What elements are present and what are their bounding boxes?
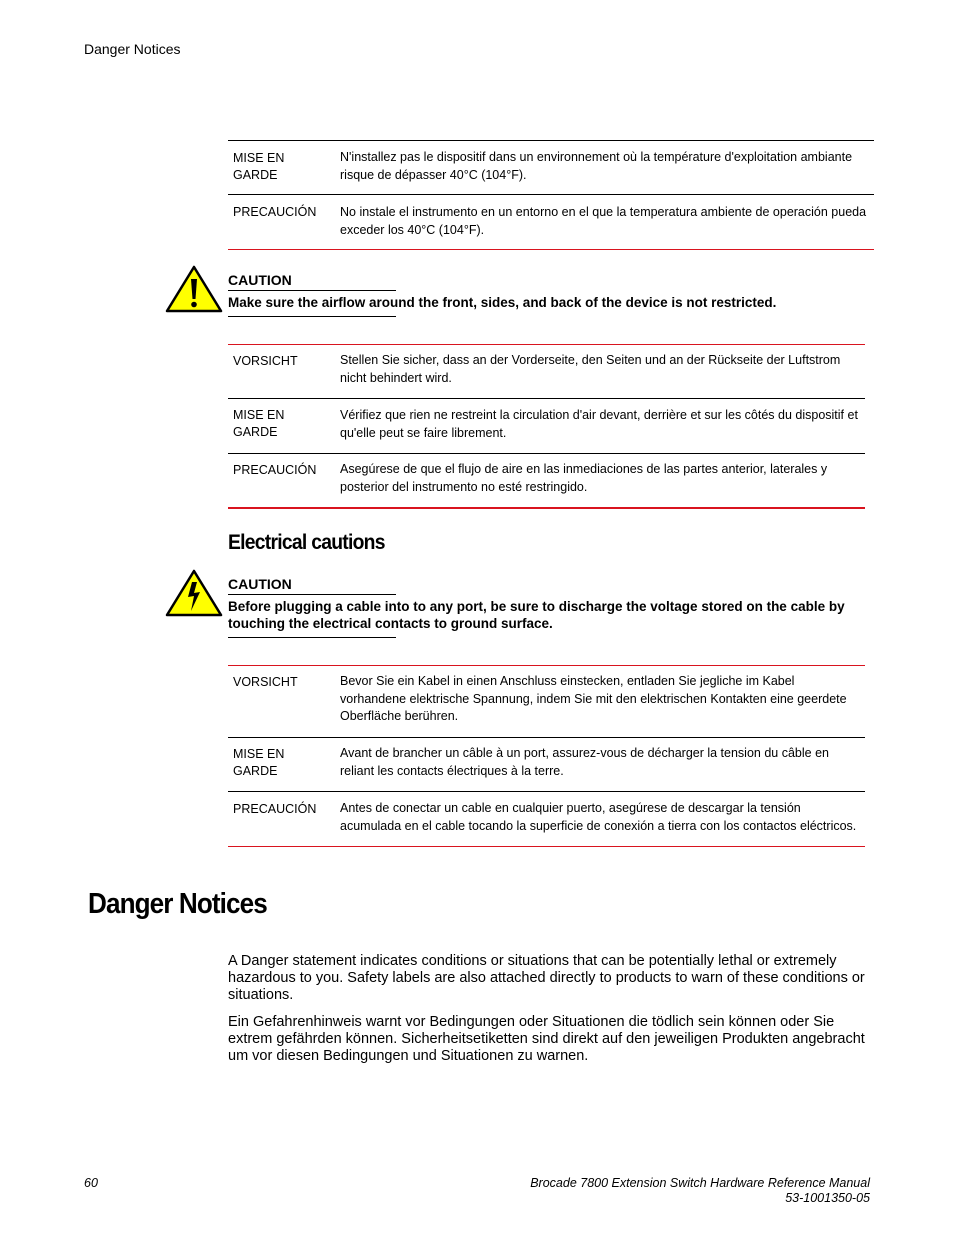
table-rule bbox=[228, 398, 865, 399]
table-row-text: No instale el instrumento en un entorno en el que la temperatura ambiente de operación pueda exceder los 40°C (104°F). bbox=[340, 205, 867, 237]
caution-title: CAUTION bbox=[228, 272, 292, 288]
running-header: Danger Notices bbox=[84, 41, 181, 57]
table-row-label: MISE EN GARDE bbox=[233, 747, 285, 778]
page-number: 60 bbox=[84, 1176, 98, 1190]
caution-rule bbox=[228, 290, 396, 291]
section-heading: Electrical cautions bbox=[228, 531, 385, 554]
table-row-text: Bevor Sie ein Kabel in einen Anschluss einstecken, entladen Sie jegliche im Kabel vorhandene elektrische Spannung, indem Sie mit den elektrischen Kontakten eine geerdete Oberfläche berühren. bbox=[340, 674, 847, 723]
table-rule bbox=[228, 194, 874, 195]
table-row-label: MISE EN GARDE bbox=[233, 408, 285, 439]
caution-rule bbox=[228, 594, 396, 595]
table-rule bbox=[228, 344, 865, 345]
caution-rule bbox=[228, 316, 396, 317]
table-rule bbox=[228, 665, 865, 666]
lightning-triangle-icon bbox=[165, 569, 223, 617]
table-rule bbox=[228, 846, 865, 847]
table-row-label: VORSICHT bbox=[233, 675, 298, 689]
translation-table-electrical bbox=[228, 665, 865, 849]
page-section-title: Danger Notices bbox=[88, 888, 267, 920]
table-rule bbox=[228, 737, 865, 738]
table-rule bbox=[228, 791, 865, 792]
table-row-text: Vérifiez que rien ne restreint la circulation d'air devant, derrière et sur les côtés du dispositif et qu'elle peut se faire librement. bbox=[340, 408, 858, 440]
table-row-text: Antes de conectar un cable en cualquier puerto, asegúrese de descargar la tensión acumulada en el cable tocando la superficie de conexión a tierra con los contactos eléctricos. bbox=[340, 801, 857, 833]
caution-text: Make sure the airflow around the front, sides, and back of the device is not restricted. bbox=[228, 295, 777, 310]
translation-table-airflow bbox=[228, 344, 865, 510]
caution-title: CAUTION bbox=[228, 576, 292, 592]
table-row-text: N'installez pas le dispositif dans un environnement où la température d'exploitation ambiante risque de dépasser 40°C (104°F). bbox=[340, 150, 853, 182]
table-row-text: Asegúrese de que el flujo de aire en las inmediaciones de las partes anterior, laterales y posterior del instrumento no esté restringido. bbox=[340, 462, 828, 494]
caution-rule bbox=[228, 637, 396, 638]
table-row-text: Stellen Sie sicher, dass an der Vorderseite, den Seiten und an der Rückseite der Luftstrom nicht behindert wird. bbox=[340, 353, 841, 385]
table-row-label: MISE EN GARDE bbox=[233, 151, 285, 182]
exclamation-triangle-icon bbox=[165, 265, 223, 313]
table-row-label: VORSICHT bbox=[233, 354, 298, 368]
table-row-label: PRECAUCIÓN bbox=[233, 463, 317, 477]
translation-table-temperature bbox=[228, 140, 874, 250]
body-paragraph: A Danger statement indicates conditions or situations that can be potentially lethal or extremely hazardous to you. Safety labels are also attached directly to products to warn of these conditions or situations. bbox=[228, 953, 865, 1003]
table-rule bbox=[228, 140, 874, 141]
table-rule bbox=[228, 507, 865, 509]
body-paragraph: Ein Gefahrenhinweis warnt vor Bedingungen oder Situationen die tödlich sein können oder Sie extrem gefährden können. Sicherheitsetiketten sind direkt auf den jeweiligen Produkten angebracht um vor diesen Bedingungen und Situationen zu warnen. bbox=[228, 1014, 865, 1064]
table-row-label: PRECAUCIÓN bbox=[233, 802, 317, 816]
table-row-text: Avant de brancher un câble à un port, assurez-vous de décharger la tension du câble en reliant les contacts électriques à la terre. bbox=[340, 746, 829, 778]
table-rule bbox=[228, 453, 865, 454]
document-number: 53-1001350-05 bbox=[785, 1191, 870, 1205]
caution-text: Before plugging a cable into to any port, be sure to discharge the voltage stored on the cable by touching the electrical contacts to ground surface. bbox=[228, 599, 845, 631]
table-row-label: PRECAUCIÓN bbox=[233, 205, 317, 219]
manual-title: Brocade 7800 Extension Switch Hardware Reference Manual bbox=[530, 1176, 870, 1190]
table-rule bbox=[228, 249, 874, 250]
